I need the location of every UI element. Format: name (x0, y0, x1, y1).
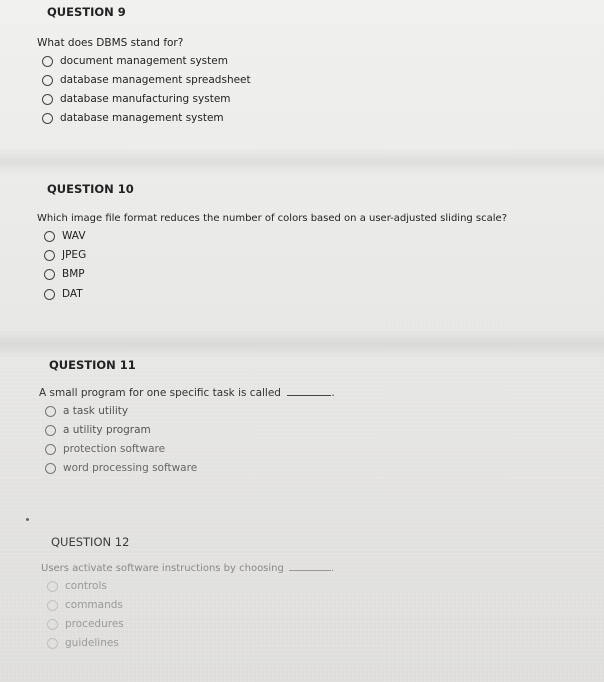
radio-button[interactable] (45, 444, 56, 455)
question-title: QUESTION 9 (47, 5, 126, 19)
option-label: BMP (62, 268, 85, 280)
option-label: guidelines (65, 637, 119, 649)
radio-button[interactable] (45, 406, 56, 417)
option-label: JPEG (62, 249, 87, 261)
question-prompt: Which image file format reduces the number of colors based on a user-adjusted sliding scale? (37, 213, 508, 224)
answer-option[interactable] (42, 112, 224, 124)
option-label: a utility program (63, 424, 151, 436)
answer-option[interactable] (44, 268, 85, 280)
answer-option[interactable] (45, 443, 165, 455)
answer-option[interactable] (42, 93, 231, 105)
question-title: QUESTION 11 (49, 358, 136, 372)
radio-button[interactable] (47, 600, 58, 611)
answer-option[interactable] (47, 599, 123, 611)
option-label: document management system (60, 55, 228, 67)
prompt-end: . (331, 387, 335, 399)
prompt-end: . (331, 563, 335, 574)
radio-button[interactable] (47, 638, 58, 649)
radio-button[interactable] (47, 619, 58, 630)
section-divider (0, 148, 604, 176)
question-prompt (41, 563, 334, 574)
option-label: WAV (62, 230, 86, 242)
radio-button[interactable] (42, 94, 53, 105)
answer-option[interactable] (45, 424, 151, 436)
question-prompt (39, 387, 335, 399)
radio-button[interactable] (47, 581, 58, 592)
smudge-mark (26, 518, 29, 521)
question-prompt: What does DBMS stand for? (37, 37, 184, 49)
radio-button[interactable] (42, 113, 53, 124)
radio-button[interactable] (44, 289, 55, 300)
answer-option[interactable] (42, 74, 251, 86)
radio-button[interactable] (45, 463, 56, 474)
answer-blank (287, 395, 331, 396)
radio-button[interactable] (44, 269, 55, 280)
option-label: DAT (62, 288, 83, 300)
prompt-text: Users activate software instructions by choosing (41, 563, 284, 574)
answer-option[interactable] (47, 580, 107, 592)
answer-option[interactable] (42, 55, 228, 67)
section-divider (0, 330, 604, 358)
answer-option[interactable] (45, 405, 128, 417)
option-label: controls (65, 580, 107, 592)
option-label: procedures (65, 618, 124, 630)
prompt-text: A small program for one specific task is called (39, 387, 281, 399)
radio-button[interactable] (44, 231, 55, 242)
option-label: database management system (60, 112, 224, 124)
option-label: database manufacturing system (60, 93, 231, 105)
option-label: protection software (63, 443, 166, 455)
question-title: QUESTION 12 (51, 535, 130, 549)
answer-option[interactable] (44, 288, 83, 300)
answer-option[interactable] (47, 618, 124, 630)
option-label: database management spreadsheet (60, 74, 251, 86)
question-title: QUESTION 10 (47, 182, 134, 196)
option-label: commands (65, 599, 123, 611)
answer-option[interactable] (47, 637, 119, 649)
radio-button[interactable] (42, 56, 53, 67)
option-label: word processing software (63, 462, 198, 474)
radio-button[interactable] (45, 425, 56, 436)
answer-option[interactable] (44, 230, 86, 242)
answer-blank (289, 570, 331, 571)
option-label: a task utility (63, 405, 129, 417)
answer-option[interactable] (45, 462, 197, 474)
answer-option[interactable] (44, 249, 86, 261)
radio-button[interactable] (44, 250, 55, 261)
radio-button[interactable] (42, 75, 53, 86)
